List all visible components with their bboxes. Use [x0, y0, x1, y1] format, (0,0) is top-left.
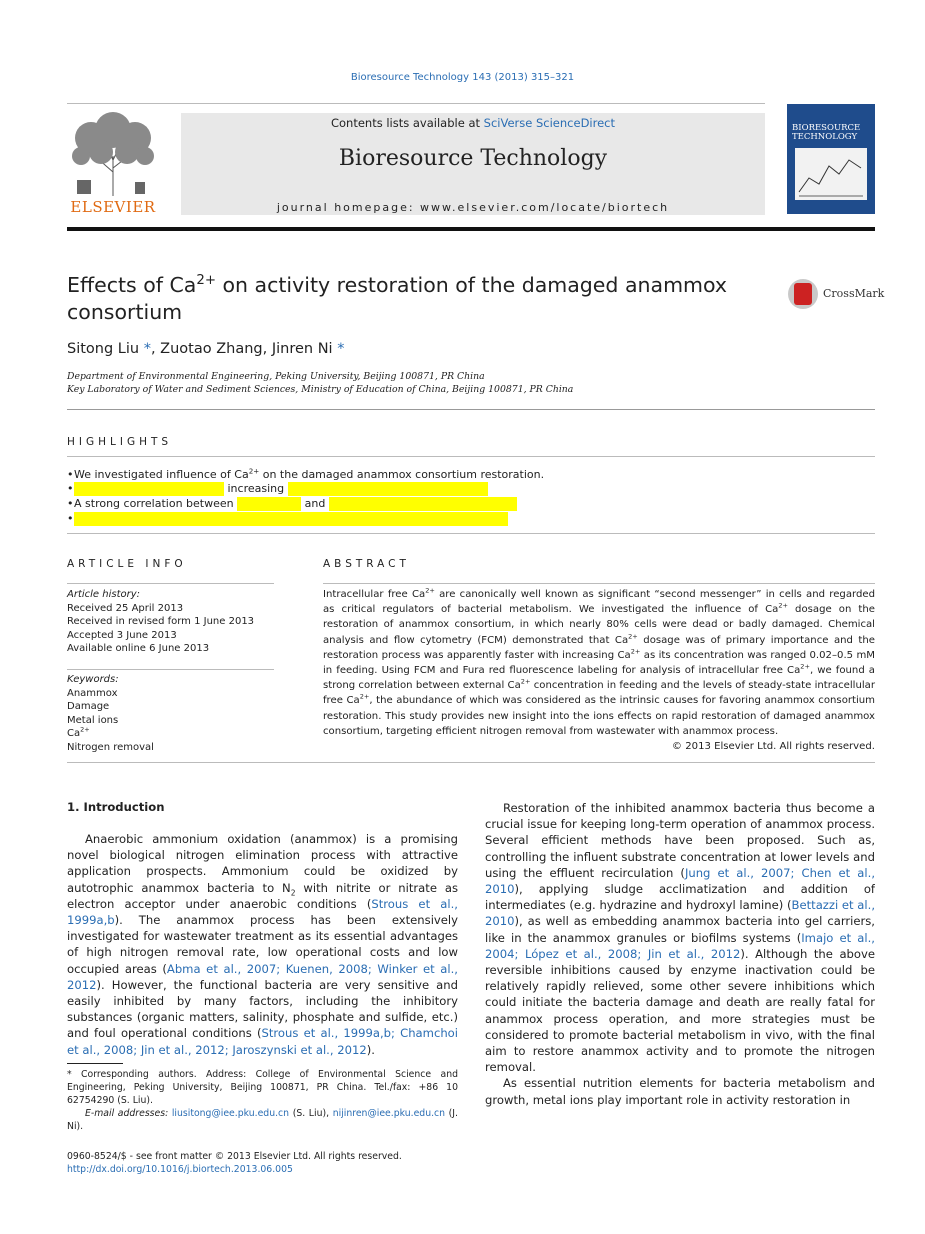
author-list: Sitong Liu *, Zuotao Zhang, Jinren Ni *: [67, 341, 345, 357]
section-rule: [67, 409, 875, 410]
intro-column-left: Anaerobic ammonium oxidation (anammox) is a promising novel biological nitrogen elimination process with attractive application prospects. Ammonium could be oxidized by autotrophic anammox bacteria to $N_2$ with nitrite or nitrate as electron acceptor under anaerobic conditions (Strous et al., 1999a,b). The anammox process has been extensively investigated for wastewater treatment as its essential advantages of high nitrogen removal rate, low operational costs and low occupied areas (Abma et al., 2007; Kuenen, 2008; Winker et al., 2012). However, the functional bacteria are very sensitive and easily inhibited by many factors, including the inhibitory substances (organic matters, salinity, phosphate and sulfide, etc.) and foul operational conditions (Strous et al., 1999a,b; Chamchoi et al., 2008; Jin et al., 2012; Jaroszynski et al., 2012).: [67, 832, 458, 1056]
highlight-item: •We investigated influence of $Ca^{2+}$ on the damaged anammox consortium restoration.: [67, 466, 545, 481]
journal-reference[interactable]: Bioresource Technology 143 (2013) 315–321: [350, 72, 575, 83]
footnote-rule: [67, 1063, 123, 1064]
keyword: Damage: [67, 701, 110, 712]
journal-cover[interactable]: [787, 104, 875, 214]
corresponding-mark[interactable]: *: [143, 341, 151, 357]
corresponding-mark[interactable]: *: [337, 341, 345, 357]
contents-line: Contents lists available at SciVerse ScienceDirect: [330, 116, 616, 130]
doi-link[interactable]: http://dx.doi.org/10.1016/j.biortech.2013.06.005: [67, 1164, 293, 1175]
article-info-heading: ARTICLE INFO: [67, 558, 187, 570]
highlights-rule: [67, 456, 875, 457]
abstract-heading: ABSTRACT: [323, 558, 410, 570]
header-rule: [67, 103, 765, 104]
email-link[interactable]: nijinren@iee.pku.edu.cn: [332, 1108, 446, 1119]
redaction-highlight: [74, 482, 224, 496]
keywords-rule: [67, 669, 274, 670]
affiliation: Department of Environmental Engineering, Peking University, Beijing 100871, PR China: [67, 371, 485, 382]
keyword: Anammox: [67, 687, 118, 699]
highlights-heading: HIGHLIGHTS: [67, 436, 173, 448]
highlight-item: •: [67, 512, 508, 526]
citation-link[interactable]: Imajo et al., 2004; López et al., 2008; Jin et al., 2012: [485, 930, 875, 961]
highlights-end-rule: [67, 533, 875, 534]
keyword: Nitrogen removal: [67, 741, 154, 753]
highlight-item: • increasing: [67, 482, 488, 496]
highlight-item: •A strong correlation between and: [67, 497, 517, 511]
cover-title: BIORESOURCE TECHNOLOGY: [792, 123, 861, 142]
redaction-highlight: [74, 512, 508, 526]
journal-title[interactable]: Bioresource Technology: [338, 146, 608, 171]
copyright: © 2013 Elsevier Ltd. All rights reserved.: [671, 741, 875, 753]
crossmark-icon: [788, 279, 818, 309]
tree-icon: [67, 112, 159, 196]
issn-line: 0960-8524/$ - see front matter © 2013 Elsevier Ltd. All rights reserved.: [67, 1151, 402, 1162]
redaction-highlight: [329, 497, 517, 511]
article-history: Article history: Received 25 April 2013 Received in revised form 1 June 2013 Accepted 3 June 2013 Available online 6 June 2013: [67, 589, 255, 654]
elsevier-logo[interactable]: [67, 112, 159, 216]
keywords: Keywords: Anammox Damage Metal ions $Ca^{2+}$ Nitrogen removal: [67, 674, 154, 753]
author-name[interactable]: Sitong Liu: [67, 341, 140, 357]
journal-homepage[interactable]: journal homepage: www.elsevier.com/locate/biortech: [276, 201, 670, 214]
intro-column-right: Restoration of the inhibited anammox bacteria thus become a crucial issue for keeping long-term operation of anammox process. Several efficient methods have been proposed. Such as, controlling the influent substrate concentration at lower levels and using the effluent recirculation (Jung et al., 2007; Chen et al., 2010), applying sludge acclimatization and addition of intermediates (e.g. hydrazine and hydroxyl lamine) (Bettazzi et al., 2010), as well as embedding anammox bacteria into gel carriers, like in the anammox granules or biofilms systems (Imajo et al., 2004; López et al., 2008; Jin et al., 2012). Although the above reversible inhibitions caused by enzyme inactivation could be relatively rapidly relieved, some other severe inhibitions which could initiate the bacteria damage and death are really fatal for anammox process operation, and more strategies must be considered to promote bacterial metabolism in vivo, with the final aim to restore anammox activity and to promote the nitrogen removal. As essential nutrition elements for bacteria metabolism and growth, metal ions play important role in activity restoration in: [485, 801, 875, 1107]
cover-chart-icon: [795, 148, 867, 200]
abstract-body: Intracellular free $Ca^{2+}$ are canonically well known as significant “second messenger” in cells and regarded as critical regulators of bacterial metabolism. We investigated the influence of $Ca^{2+}$ dosage on the restoration of anammox consortium, in which nearly 80% cells were dead or badly damaged. Chemical analysis and flow cytometry (FCM) demonstrated that $Ca^{2+}$ dosage was of primary importance and the restoration process was apparently faster with increasing $Ca^{2+}$ as its concentration was ranged 0.02–0.5 mM in feeding. Using FCM and Fura red fluorescence labeling for analysis of intracellular free $Ca^{2+}$, we found a strong correlation between external $Ca^{2+}$ concentration in feeding and the levels of steady-state intracellular free $Ca^{2+}$, the abundance of which was considered as the intrinsic causes for favoring anammox consortium restoration. This study provides new insight into the ions effects on rapid restoration of damaged anammox consortium, targeting efficient nitrogen removal from wastewater with anammox process. © 2013 Elsevier Ltd. All rights reserved.: [323, 587, 875, 754]
affiliation: Key Laboratory of Water and Sediment Sciences, Ministry of Education of China, Beijing 100871, PR China: [67, 384, 574, 395]
footnote: * Corresponding authors. Address: College of Environmental Science and Engineering, Peking University, Beijing 100871, PR China. Tel./fax: +86 10 62754290 (S. Liu). E-mail addresses: liusitong@iee.pku.edu.cn (S. Liu), nijinren@iee.pku.edu.cn (J. Ni).: [67, 1069, 459, 1132]
article-info-rule: [67, 583, 274, 584]
abstract-rule: [323, 583, 875, 584]
crossmark-label: CrossMark: [823, 287, 885, 300]
redaction-highlight: [237, 497, 301, 511]
abstract-end-rule: [67, 762, 875, 763]
citation-link[interactable]: Strous et al., 1999a,b; Chamchoi et al., 2008; Jin et al., 2012; Jaroszynski et al., 2012: [67, 1026, 458, 1056]
sciencedirect-link[interactable]: SciVerse ScienceDirect: [483, 116, 616, 130]
citation-link[interactable]: Strous et al., 1999a,b: [67, 896, 458, 928]
cover-graphic: [795, 148, 867, 200]
author-name[interactable]: Zuotao Zhang: [160, 341, 263, 357]
keyword: $Ca^{2+}$: [67, 725, 90, 739]
intro-heading: 1. Introduction: [67, 800, 165, 814]
email-link[interactable]: liusitong@iee.pku.edu.cn: [171, 1108, 290, 1119]
publisher-name: ELSEVIER: [70, 198, 156, 216]
article-title: Effects of $Ca^{2+}$ on activity restoration of the damaged anammox consortium: [67, 273, 728, 324]
bottom-reference: [67, 1150, 402, 1176]
header-thick-rule: [67, 227, 875, 231]
citation-link[interactable]: Bettazzi et al., 2010: [485, 898, 875, 929]
keyword: Metal ions: [67, 714, 119, 726]
citation-link[interactable]: Abma et al., 2007; Kuenen, 2008; Winker et al., 2012: [67, 961, 458, 992]
citation-link[interactable]: Jung et al., 2007; Chen et al., 2010: [485, 865, 875, 897]
journal-masthead: [181, 113, 765, 215]
redaction-highlight: [288, 482, 488, 496]
author-name[interactable]: Jinren Ni: [271, 341, 333, 357]
crossmark-button[interactable]: [788, 279, 885, 309]
